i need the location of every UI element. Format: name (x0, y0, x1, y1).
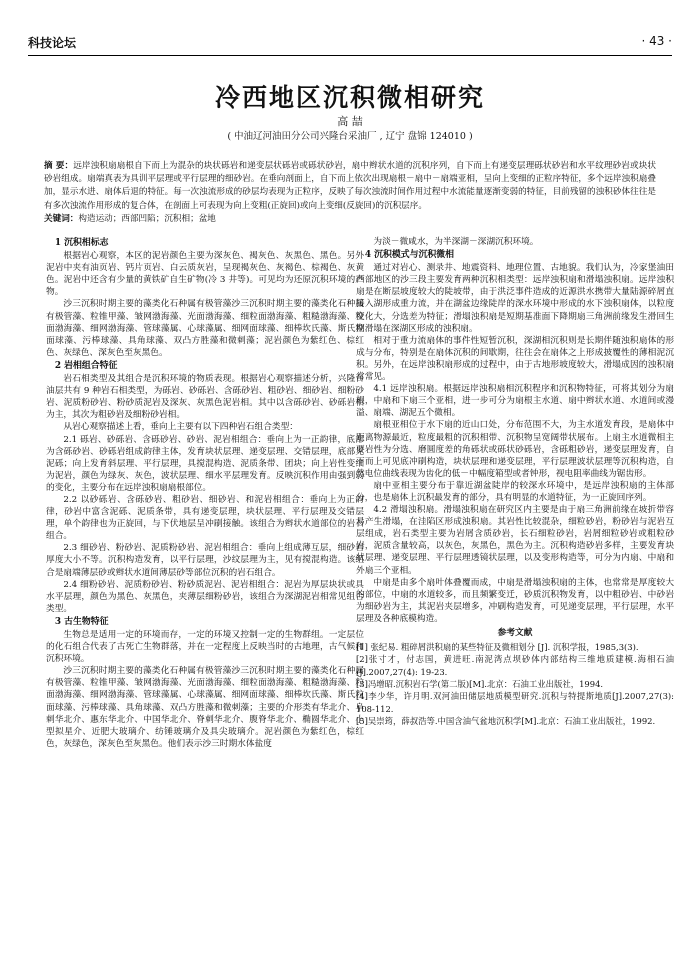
body-paragraph: 扇中亚相主要分布于靠近湖盆陡岸的较深水环境中，是远岸浊积扇的主体部分，也是扇体上沉积最发育的部分，具有明显的水道特征，为一正旋回序列。 (356, 480, 674, 503)
body-paragraph: 2.3 细砂岩、粉砂岩、泥质粉砂岩、泥岩相组合：垂向上组成薄互层，细砂岩厚度大小不等。沉积构造发育，以平行层理，沙纹层理为主，见有搅混构造。该组合是扇端薄层砂或辫状水道间薄层砂等部位沉积的岩石组合。 (46, 543, 364, 578)
right-column (356, 236, 674, 727)
body-paragraph: 2.2 以砂砾岩、含砾砂岩、粗砂岩、细砂岩、和泥岩相组合：垂向上为正韵律，砂岩中富含泥砾、泥质条带，具有递变层理，块状层理、平行层理及交错层理，单个韵律也为正旋回，与下伏地层呈冲刷接触。该组合为辫状水道部位的岩石组合。 (46, 494, 364, 542)
section-heading: 3 古生物特征 (54, 616, 109, 627)
keywords-text: 构造运动；西部凹陷；沉积相；盆地 (78, 213, 216, 224)
body-paragraph: 根据岩心观察，本区的泥岩颜色主要为深灰色、褐灰色、灰黑色、黑色。另外泥岩中夹有油页岩、钙片页岩、白云质灰岩，呈现褐灰色、灰褐色、棕褐色、灰黄色。泥岩中还含有少量的黄铁矿自生矿物(冷 3 井等)。可见均为还原沉积环境的产物。 (46, 251, 364, 298)
body-paragraph: 沙三沉积时期主要的藻类化石种属有极管藻沙三沉积时期主要的藻类化石种属有极管藻、粒锥甲藻、皱网渤海藻、光面渤海藻、细粒面渤海藻、粗糙渤海藻、粒面渤海藻、细网渤海藻、管球藻属、心球藻属、细网面球藻、细棒坎氏藻、斯氏粒面球藻、污棒球藻、具角球藻、双凸方胜藻和微刺藻；主要的介形类有华北介、阜刺华北介、惠东华北介、中国华北介、脊刺华北介、腹脊华北介、椭圆华北介、小型拟星介、近肥大玻璃介、纺锤玻璃介及具尖玻璃介。泥岩颜色为紫红色，棕红色，灰绿色，深灰色至灰黑色。他们表示沙三时期水体盐度 (46, 666, 364, 749)
journal-section: 科技论坛 (28, 36, 77, 50)
reference-item: [4]李少华，许月明.双河油田储层地质模型研究.沉积与特提斯地质[J].2007,27(3): 108-112. (356, 691, 674, 714)
body-paragraph: 生物总是适用一定的环境而存，一定的环境又控制一定的生物群组。一定层位的化石组合代表了古死亡生物群落，并在一定程度上反映当时的古地理，古气候和沉积环境。 (46, 630, 364, 665)
body-paragraph: 2.4 细粉砂岩、泥质粉砂岩、粉砂质泥岩、泥岩相组合：泥岩为厚层块状或具水平层理，颜色为黑色、灰黑色，夹薄层细粉砂岩，该组合为深湖泥岩相常见组合类型。 (46, 579, 364, 614)
left-column (46, 236, 364, 750)
body-paragraph: 岩石相类型及其组合是沉积环境的物质表现。根据岩心观察描述分析，兴隆台油层共有 9 种岩石相类型，为砾岩、砂砾岩、含砾砂岩、粗砂岩、细砂岩、细粉砂岩、泥质粉砂岩、粉砂质泥岩及深灰、灰黑色泥岩相。其中以含砾砂岩、砂砾岩相为主，其次为粗砂岩及细粉砂岩相。 (46, 374, 364, 421)
references-title: 参考文献 (497, 628, 533, 638)
page-number: · 43 · (641, 34, 672, 48)
header-rule (28, 55, 672, 56)
body-paragraph: 扇根亚相位于水下扇的近山口处，分布范围不大，为主水道发育段，是扇体中距离物源最近，粒度最粗的沉积相带、沉积物呈宽阔带状展布。上扇主水道微相主要岩性为分选、磨圆度差的角砾状或砾状砂砾岩，含砾粗砂岩，递变层理发育，自下而上可见底冲刷构造，块状层理和递变层理，平行层理波状层理等沉积构造，自然电位曲线表现为齿化的低－中幅度箱型或者钟形，视电阻率曲线为锯齿形。 (356, 420, 674, 479)
abstract-text: 远岸浊积扇扇根自下而上为混杂的块状砾岩和递变层状砾岩或砾状砂岩，扇中辫状水道的沉积序列，自下而上有递变层理砾状砂岩和水平纹理砂岩或块状砂岩组成。扇端真表为具训平层理或平行层理的细砂岩。在垂向剖面上，自下而上依次出现扇根－扇中－扇端亚相，呈向上变细的正粒序特征，多个远岸浊积扇叠加，显示水进、扇体后退的特征。每一次浊流形成的砂层均表现为正粒序，反映了每次浊流时间作用过程中水流能量逐渐变弱的特征，目前残留的浊积砂体往往是有多次浊流作用形成的复合体，在剖面上可表现为向上变粗(正旋回)或向上变细(反旋回)的沉积层序。 (44, 161, 656, 211)
keywords-label: 关键词： (44, 213, 79, 224)
article-title: 冷西地区沉积微相研究 (214, 83, 485, 112)
keywords (44, 213, 656, 226)
section-heading: 1 沉积相标志 (54, 238, 109, 248)
abstract-block (44, 160, 656, 226)
body-paragraph: 4.1 远岸浊积扇。根据远岸浊积扇相沉积程序和沉积物特征，可将其划分为扇根，中扇和下扇三个亚相，进一步可分为扇根主水道、扇中辫状水道、水道间或漫溢、扇端、湖泥五个微相。 (356, 384, 674, 419)
abstract-label: 摘 要： (44, 161, 74, 171)
reference-item: [5]吴崇筠，薛叔浩等.中国含油气盆地沉积学[M].北京：石油工业出版社，1992. (356, 715, 656, 726)
author-name: 高 喆 (337, 115, 363, 128)
body-paragraph: 2.1 砾岩、砂砾岩、含砾砂岩、砂岩、泥岩相组合：垂向上为一正韵律，底部为含砾砂岩、砂砾岩组成韵律主体，发育块状层理、递变层理、交错层理，底部见泥砾；向上发育斜层理、平行层理，具搅混构造、泥质条带、团块；向上岩性变细为泥岩，颜色为绿灰、灰色，波状层理、细水平层理发育。反映沉积作用由强到弱的变化，主要分布在远岸浊积扇扇根部位。 (46, 434, 364, 493)
section-heading: 2 岩相组合特征 (54, 360, 118, 371)
body-paragraph: 中扇是由多个扇叶体叠覆而成，中扇是滑塌浊积扇的主体，也常常是厚度较大的部位，中扇的水道较多，而且频繁变迁，砂质沉积物发育，以中粗砂岩、中砂岩为细砂岩为主，其泥岩夹层增多，冲刷构造发育，可见递变层理，平行层理，水平层理及各种底模构造。 (356, 577, 674, 624)
author-affiliation: ( 中油辽河油田分公司兴隆台采油厂 , 辽宁 盘锦 124010 ) (227, 131, 473, 142)
section-heading: 4 沉积模式与沉积微相 (364, 250, 455, 261)
body-paragraph: 4.2 滑塌浊积扇。滑塌浊积扇在研究区内主要是由于扇三角洲前缘在坡折带容易产生滑塌，在洼陷区形成浊积扇。其岩性比较混杂，细粒砂岩，粉砂岩与泥岩互层组成，岩石类型主要为岩屑含质砂岩，长石细粒砂岩，岩屑细粒砂岩或粗粒砂岩，泥质含量较高，以灰色，灰黑色，黑色为主。沉积构造砂岩多样，主要发育块状层理、递变层理、平行层理透镜状层理，以及变形构造等，可分为内扇、中扇和外扇三个亚相。 (356, 505, 674, 576)
running-header (28, 34, 672, 54)
body-paragraph: 为淡－微咸水，为半深湖－深湖沉积环境。 (373, 237, 539, 247)
reference-item: [3]冯增昭.沉积岩石学(第二版)[M].北京：石油工业出版社，1994. (356, 678, 604, 689)
reference-item: [2]张寸才，付志国，黄进旺.南泥湾点坝砂体内部结构三维地质建模.海相石油[J].2007,27(4): 19-23. (356, 654, 674, 677)
body-paragraph: 通过对岩心、测录井、地震资料、地理位置、古地貌。我们认为，冷家堡油田西部地区的沙三段主要发育两种沉积相类型：远岸浊积扇和滑塌浊积扇。远岸浊积扇是在断层坡度较大的陡坡带，由于洪泛事件造成的近源洪水携带大量陆源碎屑直接入湖形成重力流，并在湖盆边缘陡岸的深水环境中形成的水下浊积扇体，以粒度变化大，分选差为特征；滑塌浊积扇是短期基准面下降期扇三角洲前缘发生滑回生期滑塌在深湖区形成的浊积扇。 (356, 263, 674, 334)
body-paragraph: 沙三沉积时期主要的藻类化石种属有极管藻沙三沉积时期主要的藻类化石种属有极管藻、粒锥甲藻、皱网渤海藻、光面渤海藻、细粒面渤海藻、粗糙渤海藻、粒面渤海藻、细网渤海藻、管球藻属、心球藻属、细网面球藻、细棒坎氏藻、斯氏粒面球藻、污棒球藻、具角球藻、双凸方胜藻和微刺藻；泥岩颜色为紫红色、棕红色、灰绿色、深灰色至灰黑色。 (46, 299, 364, 358)
body-paragraph: 从岩心观察描述上看，垂向上主要有以下四种岩石组合类型： (63, 422, 298, 433)
body-paragraph: 相对于重力流扇体的事件性短暂沉积，深湖相沉积则是长期伴随浊积扇体的形成与分布，特别是在扇体沉积的间歇期，往往会在扇体之上形成披覆性的薄相泥沉积。另外，在远岸浊积扇形成的过程中，由于古地形坡度较大，滑塌成因的浊积扇常常见。 (356, 335, 674, 383)
reference-item: [1] 张纪易. 粗碎屑洪积扇的某些特征及微相划分 [J]. 沉积学报，1985,3(3). (356, 642, 639, 653)
abstract (44, 160, 656, 213)
